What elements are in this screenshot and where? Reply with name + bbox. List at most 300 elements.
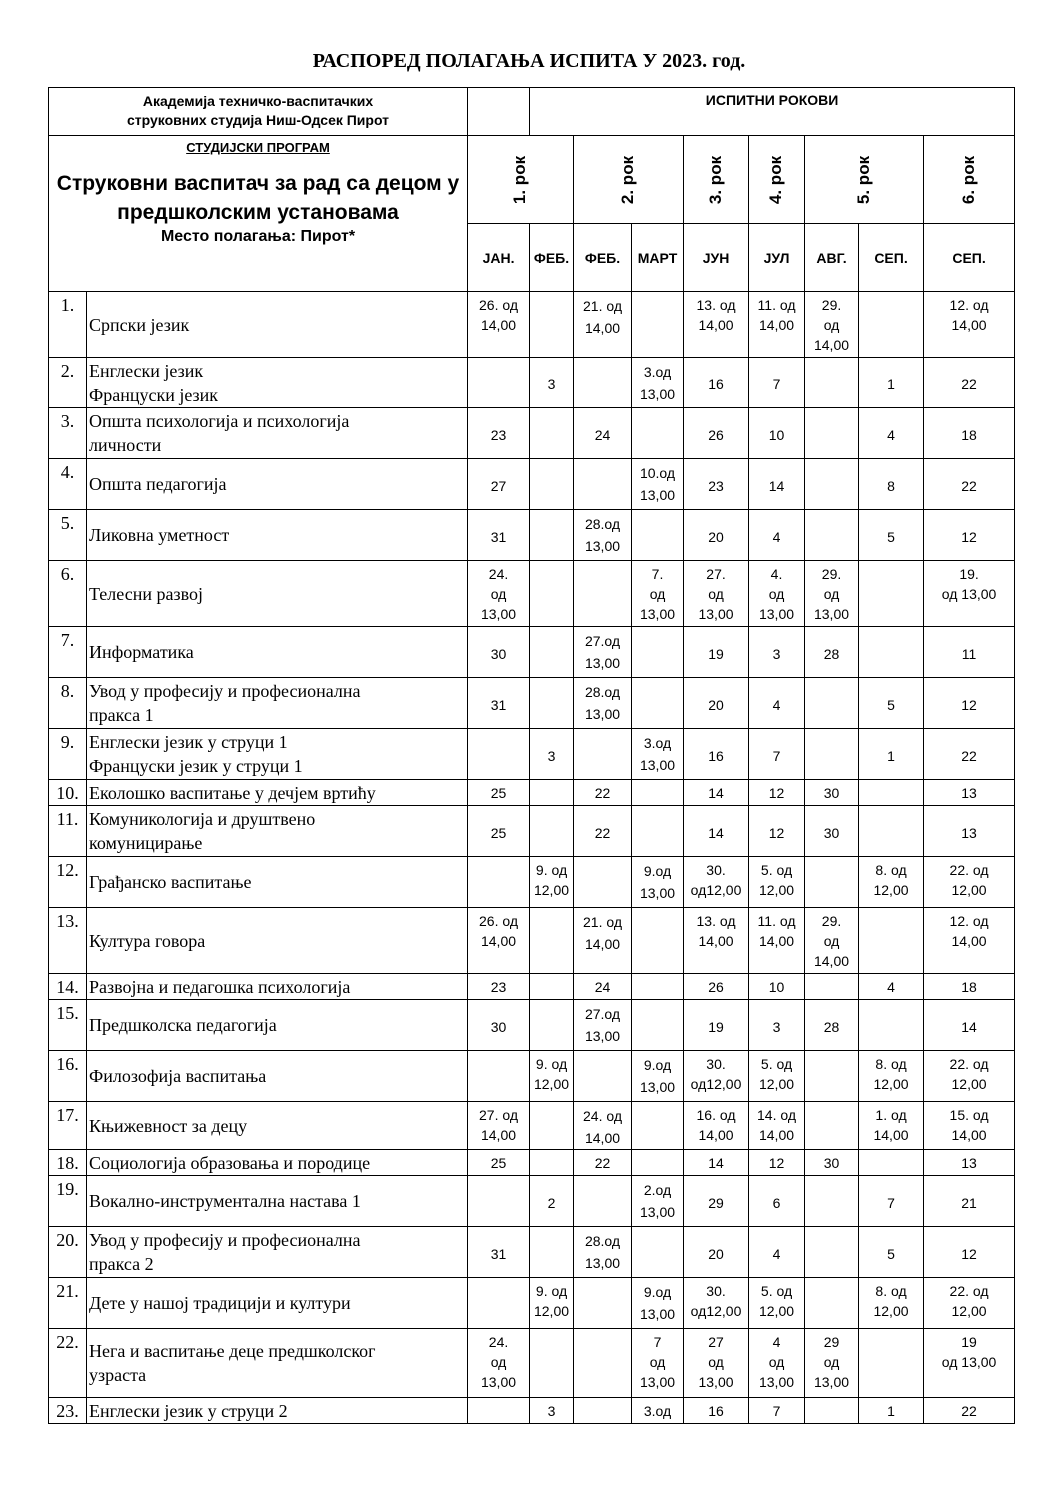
subject-name: Дете у нашој традицији и култури [87, 1278, 468, 1329]
exam-date-cell [530, 908, 574, 974]
exam-date-cell: 15. од 14,00 [924, 1102, 1015, 1150]
row-number: 8. [49, 678, 87, 729]
table-row [49, 459, 1015, 510]
exam-date-cell [468, 729, 530, 780]
exam-date-cell [530, 561, 574, 627]
exam-date-cell [632, 806, 684, 857]
exam-date-cell: 22 [924, 358, 1015, 408]
exam-date-cell [574, 459, 632, 510]
exam-date-cell [805, 1102, 859, 1150]
exam-date-cell: 4 [859, 974, 924, 1000]
table-row [49, 1227, 1015, 1278]
exam-date-cell [468, 1278, 530, 1329]
table-row [49, 806, 1015, 857]
exam-date-cell: 22 [574, 780, 632, 806]
exam-date-cell: 24. од 13,00 [468, 561, 530, 627]
exam-date-cell: 12 [749, 1150, 805, 1176]
subject-name: Филозофија васпитања [87, 1051, 468, 1102]
exam-date-cell [468, 1398, 530, 1424]
exam-date-cell: 21 [924, 1176, 1015, 1227]
exam-date-cell: 22. од 12,00 [924, 1278, 1015, 1329]
exam-date-cell [632, 678, 684, 729]
exam-date-cell [530, 1227, 574, 1278]
exam-date-cell: 26 [684, 974, 749, 1000]
exam-date-cell: 22 [924, 729, 1015, 780]
exam-date-cell: 19. од 13,00 [924, 561, 1015, 627]
exam-date-cell: 27. од 14,00 [468, 1102, 530, 1150]
study-program-label: СТУДИЈСКИ ПРОГРАМ [186, 140, 330, 155]
exam-date-cell: 24. од 13,00 [468, 1329, 530, 1398]
exam-date-cell [805, 729, 859, 780]
exam-date-cell: 5. од 12,00 [749, 1278, 805, 1329]
exam-date-cell: 12. од 14,00 [924, 292, 1015, 358]
exam-date-cell: 4 [749, 510, 805, 561]
institution-cell [49, 88, 468, 136]
row-number: 16. [49, 1051, 87, 1102]
exam-date-cell: 27 од 13,00 [684, 1329, 749, 1398]
exam-date-cell [805, 459, 859, 510]
exam-date-cell: 13 [924, 1150, 1015, 1176]
exam-date-cell: 5. од 12,00 [749, 1051, 805, 1102]
exam-date-cell [632, 974, 684, 1000]
subject-name: Енглески језик Француски језик [87, 358, 468, 408]
subject-name: Општа педагогија [87, 459, 468, 510]
exam-date-cell: 23 [468, 408, 530, 459]
exam-date-cell: 25 [468, 780, 530, 806]
subject-name: Информатика [87, 627, 468, 678]
row-number: 2. [49, 358, 87, 408]
exam-date-cell: 4 [859, 408, 924, 459]
table-row [49, 678, 1015, 729]
table-row [49, 729, 1015, 780]
exam-date-cell: 5 [859, 510, 924, 561]
exam-date-cell [859, 908, 924, 974]
exam-date-cell [632, 1000, 684, 1051]
exam-date-cell: 4. од 13,00 [749, 561, 805, 627]
exam-date-cell: 18 [924, 974, 1015, 1000]
exam-date-cell: 22. од 12,00 [924, 1051, 1015, 1102]
exam-date-cell [805, 358, 859, 408]
exam-date-cell [530, 292, 574, 358]
exam-date-cell: 9. од 12,00 [530, 857, 574, 908]
row-number: 19. [49, 1176, 87, 1227]
subject-name: Енглески језик у струци 1 Француски језик у струци 1 [87, 729, 468, 780]
exam-date-cell: 16 [684, 1398, 749, 1424]
exam-periods-header: ИСПИТНИ РОКОВИ [530, 88, 1015, 136]
exam-date-cell [632, 1102, 684, 1150]
exam-date-cell [468, 1051, 530, 1102]
exam-date-cell: 24 [574, 974, 632, 1000]
exam-date-cell: 24 [574, 408, 632, 459]
exam-date-cell: 29. од 14,00 [805, 292, 859, 358]
subject-name: Комуникологија и друштвено комуницирање [87, 806, 468, 857]
exam-date-cell: 27 [468, 459, 530, 510]
exam-date-cell: 27. од 13,00 [684, 561, 749, 627]
exam-date-cell [805, 678, 859, 729]
exam-date-cell: 12 [749, 780, 805, 806]
exam-date-cell: 11 [924, 627, 1015, 678]
month-header: ФЕБ. [530, 224, 574, 292]
exam-date-cell: 18 [924, 408, 1015, 459]
exam-date-cell: 26 [684, 408, 749, 459]
exam-date-cell [632, 1227, 684, 1278]
exam-date-cell: 5 [859, 1227, 924, 1278]
exam-date-cell [859, 1000, 924, 1051]
exam-date-cell: 14. од 14,00 [749, 1102, 805, 1150]
table-row [49, 627, 1015, 678]
month-header: АВГ. [805, 224, 859, 292]
row-number: 1. [49, 292, 87, 358]
row-number: 23. [49, 1398, 87, 1424]
exam-date-cell: 19 од 13,00 [924, 1329, 1015, 1398]
exam-date-cell: 3 [530, 1398, 574, 1424]
exam-date-cell [574, 561, 632, 627]
exam-date-cell: 22 [924, 459, 1015, 510]
rok-6: 6. рок [924, 136, 1015, 224]
exam-date-cell: 22 [574, 1150, 632, 1176]
row-number: 18. [49, 1150, 87, 1176]
table-row [49, 780, 1015, 806]
exam-date-cell [530, 1329, 574, 1398]
exam-date-cell: 26. од 14,00 [468, 908, 530, 974]
subject-name: Српски језик [87, 292, 468, 358]
exam-date-cell: 27.од 13,00 [574, 627, 632, 678]
exam-date-cell [632, 627, 684, 678]
exam-date-cell: 5. од 12,00 [749, 857, 805, 908]
exam-date-cell [859, 806, 924, 857]
exam-date-cell: 11. од 14,00 [749, 908, 805, 974]
exam-date-cell: 24. од 14,00 [574, 1102, 632, 1150]
exam-date-cell [632, 292, 684, 358]
table-row [49, 857, 1015, 908]
exam-date-cell: 30. од12,00 [684, 857, 749, 908]
exam-date-cell: 8. од 12,00 [859, 1051, 924, 1102]
exam-date-cell: 12 [749, 806, 805, 857]
row-number: 14. [49, 974, 87, 1000]
subject-name: Општа психологија и психологија личности [87, 408, 468, 459]
exam-date-cell [530, 627, 574, 678]
month-header: МАРТ [632, 224, 684, 292]
subject-name: Вокално-инструментална настава 1 [87, 1176, 468, 1227]
exam-date-cell: 3 [530, 729, 574, 780]
exam-date-cell: 3 [530, 358, 574, 408]
table-row [49, 1150, 1015, 1176]
subject-name: Увод у професију и професионална пракса 2 [87, 1227, 468, 1278]
exam-date-cell [530, 806, 574, 857]
exam-date-cell [859, 292, 924, 358]
exam-date-cell [574, 358, 632, 408]
exam-date-cell: 20 [684, 510, 749, 561]
exam-date-cell [632, 908, 684, 974]
table-row [49, 561, 1015, 627]
exam-date-cell [574, 1051, 632, 1102]
exam-date-cell [859, 1329, 924, 1398]
subject-name: Развојна и педагошка психологија [87, 974, 468, 1000]
exam-date-cell: 30. од12,00 [684, 1051, 749, 1102]
exam-date-cell: 28 [805, 627, 859, 678]
exam-date-cell [632, 780, 684, 806]
table-row [49, 408, 1015, 459]
exam-date-cell: 14 [924, 1000, 1015, 1051]
exam-date-cell: 28.од 13,00 [574, 510, 632, 561]
exam-date-cell [574, 1278, 632, 1329]
exam-date-cell: 9. од 12,00 [530, 1051, 574, 1102]
exam-date-cell [632, 510, 684, 561]
exam-date-cell: 29. од 14,00 [805, 908, 859, 974]
month-header: ЈАН. [468, 224, 530, 292]
exam-date-cell: 5 [859, 678, 924, 729]
exam-date-cell: 21. од 14,00 [574, 292, 632, 358]
exam-date-cell: 22 [924, 1398, 1015, 1424]
exam-date-cell: 2.од 13,00 [632, 1176, 684, 1227]
exam-date-cell: 14 [749, 459, 805, 510]
exam-date-cell: 31 [468, 678, 530, 729]
exam-date-cell [805, 1278, 859, 1329]
exam-date-cell: 14 [684, 806, 749, 857]
exam-date-cell: 10.од 13,00 [632, 459, 684, 510]
subject-name: Енглески језик у струци 2 [87, 1398, 468, 1424]
table-row [49, 1278, 1015, 1329]
exam-schedule-table [48, 87, 1015, 1424]
exam-date-cell: 27.од 13,00 [574, 1000, 632, 1051]
exam-date-cell: 30 [805, 1150, 859, 1176]
month-header: ЈУЛ [749, 224, 805, 292]
exam-date-cell: 16. од 14,00 [684, 1102, 749, 1150]
exam-date-cell [859, 627, 924, 678]
institution-line-2: струковних студија Ниш-Одсек Пирот [126, 112, 390, 128]
subject-name: Социологија образовања и породице [87, 1150, 468, 1176]
month-header: СЕП. [859, 224, 924, 292]
exam-date-cell [468, 358, 530, 408]
rok-1: 1. рок [468, 136, 574, 224]
row-number: 11. [49, 806, 87, 857]
subject-name: Предшколска педагогија [87, 1000, 468, 1051]
exam-date-cell [530, 974, 574, 1000]
page-title: РАСПОРЕД ПОЛАГАЊА ИСПИТА У 2023. год. [312, 50, 746, 72]
header-blank-cell [468, 88, 530, 136]
rok-2: 2. рок [574, 136, 684, 224]
exam-date-cell: 12 [924, 1227, 1015, 1278]
exam-date-cell: 3.од [632, 1398, 684, 1424]
row-number: 10. [49, 780, 87, 806]
exam-date-cell [805, 1051, 859, 1102]
exam-date-cell: 8. од 12,00 [859, 1278, 924, 1329]
exam-date-cell: 19 [684, 1000, 749, 1051]
exam-date-cell: 16 [684, 729, 749, 780]
exam-date-cell: 19 [684, 627, 749, 678]
subject-name: Нега и васпитање деце предшколског узраста [87, 1329, 468, 1398]
row-number: 15. [49, 1000, 87, 1051]
exam-date-cell: 4 [749, 678, 805, 729]
exam-date-cell [530, 780, 574, 806]
exam-date-cell [530, 408, 574, 459]
exam-date-cell [530, 1000, 574, 1051]
subject-name: Књижевност за децу [87, 1102, 468, 1150]
exam-date-cell: 7 од 13,00 [632, 1329, 684, 1398]
month-header: ФЕБ. [574, 224, 632, 292]
exam-date-cell: 3 [749, 627, 805, 678]
exam-date-cell: 30 [468, 1000, 530, 1051]
exam-date-cell: 10 [749, 974, 805, 1000]
exam-date-cell: 30 [805, 780, 859, 806]
exam-date-cell: 31 [468, 1227, 530, 1278]
month-header: СЕП. [924, 224, 1015, 292]
exam-date-cell: 22. од 12,00 [924, 857, 1015, 908]
exam-date-cell: 29 од 13,00 [805, 1329, 859, 1398]
table-row [49, 908, 1015, 974]
exam-date-cell: 1. од 14,00 [859, 1102, 924, 1150]
exam-date-cell: 22 [574, 806, 632, 857]
study-program-cell [49, 136, 468, 292]
exam-date-cell: 12 [924, 510, 1015, 561]
exam-date-cell: 30 [805, 806, 859, 857]
exam-date-cell: 7 [859, 1176, 924, 1227]
subject-name: Култура говора [87, 908, 468, 974]
exam-date-cell [530, 678, 574, 729]
exam-date-cell: 7 [749, 1398, 805, 1424]
table-row [49, 1398, 1015, 1424]
exam-date-cell: 3.од 13,00 [632, 729, 684, 780]
row-number: 21. [49, 1278, 87, 1329]
table-row [49, 1176, 1015, 1227]
row-number: 12. [49, 857, 87, 908]
exam-date-cell: 25 [468, 806, 530, 857]
row-number: 9. [49, 729, 87, 780]
exam-date-cell [805, 408, 859, 459]
exam-date-cell: 30 [468, 627, 530, 678]
exam-date-cell [859, 780, 924, 806]
exam-date-cell: 7 [749, 358, 805, 408]
rok-5: 5. рок [805, 136, 924, 224]
subject-name: Ликовна уметност [87, 510, 468, 561]
exam-date-cell: 23 [468, 974, 530, 1000]
exam-date-cell [574, 857, 632, 908]
exam-date-cell [468, 1176, 530, 1227]
exam-date-cell [574, 1176, 632, 1227]
table-row [49, 292, 1015, 358]
exam-date-cell: 14 [684, 780, 749, 806]
exam-date-cell: 13 [924, 780, 1015, 806]
exam-date-cell [805, 510, 859, 561]
exam-date-cell: 4 [749, 1227, 805, 1278]
exam-date-cell: 12 [924, 678, 1015, 729]
exam-date-cell: 6 [749, 1176, 805, 1227]
exam-date-cell: 13. од 14,00 [684, 908, 749, 974]
exam-date-cell: 23 [684, 459, 749, 510]
exam-date-cell [530, 1102, 574, 1150]
exam-date-cell: 29. од 13,00 [805, 561, 859, 627]
exam-date-cell: 16 [684, 358, 749, 408]
exam-date-cell: 28.од 13,00 [574, 678, 632, 729]
subject-name: Телесни развој [87, 561, 468, 627]
exam-date-cell: 20 [684, 678, 749, 729]
institution-line-1: Академија техничко-васпитачких [142, 93, 374, 109]
exam-date-cell [805, 1176, 859, 1227]
row-number: 5. [49, 510, 87, 561]
exam-date-cell [805, 974, 859, 1000]
exam-date-cell: 14 [684, 1150, 749, 1176]
exam-date-cell: 9. од 12,00 [530, 1278, 574, 1329]
exam-date-cell [805, 857, 859, 908]
row-number: 7. [49, 627, 87, 678]
exam-date-cell: 13. од 14,00 [684, 292, 749, 358]
row-number: 6. [49, 561, 87, 627]
exam-date-cell: 8 [859, 459, 924, 510]
study-program-name: Струковни васпитач за рад са децом у предшколским установама [56, 172, 460, 224]
exam-date-cell: 28.од 13,00 [574, 1227, 632, 1278]
exam-date-cell: 26. од 14,00 [468, 292, 530, 358]
exam-date-cell: 20 [684, 1227, 749, 1278]
table-row [49, 510, 1015, 561]
exam-date-cell: 3.од 13,00 [632, 358, 684, 408]
exam-date-cell [574, 1398, 632, 1424]
exam-place: Место полагања: Пирот* [160, 228, 356, 245]
subject-name: Грађанско васпитање [87, 857, 468, 908]
exam-date-cell: 1 [859, 358, 924, 408]
exam-date-cell: 13 [924, 806, 1015, 857]
exam-date-cell: 4 од 13,00 [749, 1329, 805, 1398]
table-row [49, 1051, 1015, 1102]
subject-name: Увод у професију и професионална пракса 1 [87, 678, 468, 729]
exam-date-cell [859, 561, 924, 627]
row-number: 22. [49, 1329, 87, 1398]
row-number: 4. [49, 459, 87, 510]
exam-date-cell: 3 [749, 1000, 805, 1051]
exam-date-cell: 12. од 14,00 [924, 908, 1015, 974]
exam-date-cell [530, 459, 574, 510]
table-row [49, 1102, 1015, 1150]
row-number: 17. [49, 1102, 87, 1150]
table-row [49, 974, 1015, 1000]
table-row [49, 1000, 1015, 1051]
table-row [49, 1329, 1015, 1398]
exam-date-cell: 25 [468, 1150, 530, 1176]
exam-date-cell [574, 729, 632, 780]
exam-date-cell: 1 [859, 1398, 924, 1424]
exam-date-cell [632, 1150, 684, 1176]
row-number: 20. [49, 1227, 87, 1278]
exam-date-cell [805, 1227, 859, 1278]
exam-date-cell [805, 1398, 859, 1424]
exam-date-cell [530, 510, 574, 561]
exam-date-cell: 8. од 12,00 [859, 857, 924, 908]
exam-date-cell: 29 [684, 1176, 749, 1227]
exam-date-cell [468, 857, 530, 908]
table-row [49, 358, 1015, 408]
exam-date-cell: 10 [749, 408, 805, 459]
exam-date-cell: 9.од 13,00 [632, 1278, 684, 1329]
row-number: 3. [49, 408, 87, 459]
exam-date-cell [859, 1150, 924, 1176]
exam-date-cell: 9.од 13,00 [632, 857, 684, 908]
row-number: 13. [49, 908, 87, 974]
exam-date-cell: 1 [859, 729, 924, 780]
subject-name: Еколошко васпитање у дечјем вртићу [87, 780, 468, 806]
month-header: ЈУН [684, 224, 749, 292]
exam-date-cell: 11. од 14,00 [749, 292, 805, 358]
exam-date-cell [530, 1150, 574, 1176]
rok-4: 4. рок [749, 136, 805, 224]
rok-3: 3. рок [684, 136, 749, 224]
exam-date-cell: 21. од 14,00 [574, 908, 632, 974]
exam-date-cell: 31 [468, 510, 530, 561]
exam-date-cell: 9.од 13,00 [632, 1051, 684, 1102]
exam-date-cell: 28 [805, 1000, 859, 1051]
exam-date-cell: 7. од 13,00 [632, 561, 684, 627]
exam-date-cell: 7 [749, 729, 805, 780]
exam-date-cell [632, 408, 684, 459]
exam-date-cell: 30. од12,00 [684, 1278, 749, 1329]
